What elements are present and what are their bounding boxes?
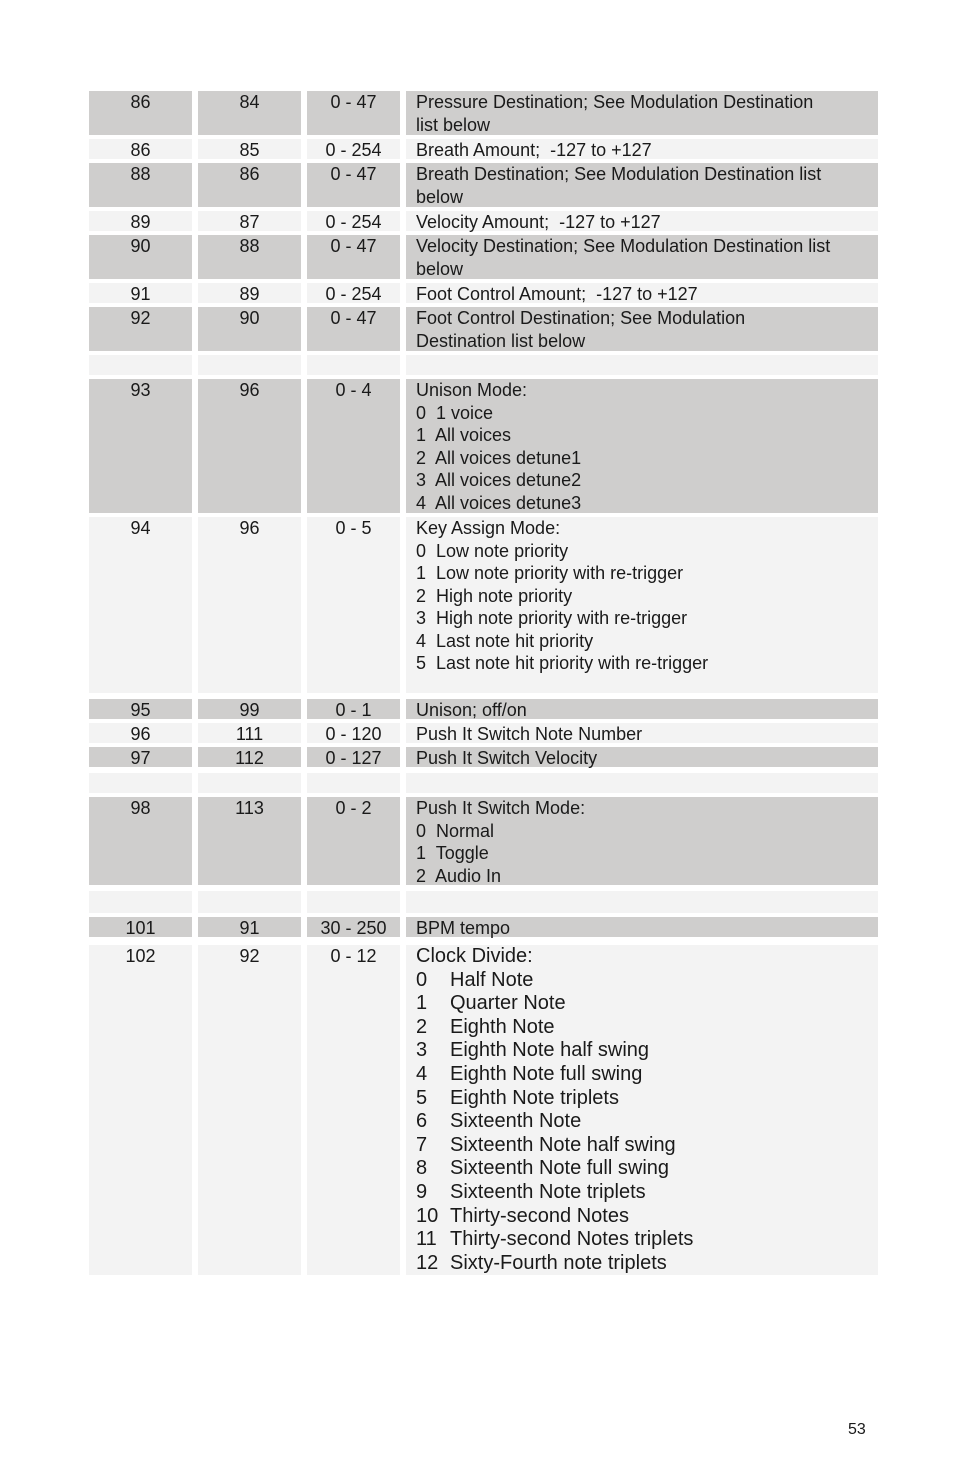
description-line: 0 Low note priority [416,540,569,561]
cc-cell: 92 [198,945,301,1275]
table-row [89,91,878,135]
nrpn-cell: 95 [89,699,192,719]
range-cell: 0 - 5 [307,517,400,693]
range-cell [307,355,400,375]
option-number: 0 [416,968,428,991]
cc-cell: 84 [198,91,301,135]
description-line: below [416,186,464,207]
description-line: 5 Last note hit priority with re-trigger [416,653,709,673]
description-line: Breath Amount; -127 to +127 [416,140,652,160]
description-cell [406,891,878,913]
description-cell [406,723,878,743]
option-number: 8 [416,1157,428,1180]
cc-cell [198,891,301,913]
nrpn-cell: 101 [89,917,192,937]
clock-option [416,969,878,993]
description-line: Push It Switch Velocity [416,748,598,768]
description-line: 3 High note priority with re-trigger [416,608,688,628]
cc-cell: 111 [198,723,301,743]
description-line: Velocity Amount; -127 to +127 [416,212,661,232]
table-row [89,747,878,767]
nrpn-cell: 88 [89,163,192,207]
nrpn-cell: 86 [89,139,192,159]
description-line: 1 Low note priority with re-trigger [416,563,684,583]
option-label: Eighth Note full swing [450,1062,643,1085]
description-cell [406,307,878,351]
nrpn-cell: 94 [89,517,192,693]
range-cell: 0 - 47 [307,307,400,351]
table-row [89,163,878,207]
cc-cell [198,773,301,793]
clock-option [416,1205,878,1229]
table-row [89,379,878,513]
range-cell: 0 - 254 [307,283,400,303]
description-line: 1 Toggle [416,843,489,863]
description-cell [406,283,878,303]
range-cell [307,773,400,793]
range-cell: 0 - 127 [307,747,400,767]
clock-option [416,1110,878,1134]
clock-option [416,1087,878,1111]
range-cell [307,891,400,913]
option-label: Sixteenth Note triplets [450,1180,646,1203]
description-line: 0 Normal [416,820,495,841]
description-line: 3 All voices detune2 [416,470,582,490]
clock-option [416,1063,878,1087]
description-line: Key Assign Mode: [416,518,561,538]
nrpn-cell: 96 [89,723,192,743]
description-line: 1 All voices [416,425,512,445]
clock-option [416,1228,878,1252]
option-label: Sixteenth Note full swing [450,1157,670,1180]
table-row [89,797,878,885]
clock-option [416,1039,878,1063]
cc-cell: 99 [198,699,301,719]
table-row [89,699,878,719]
description-cell [406,163,878,207]
range-cell: 0 - 254 [307,139,400,159]
clock-divide-row [89,945,878,1275]
table-row [89,773,878,793]
cc-cell: 85 [198,139,301,159]
nrpn-cell: 97 [89,747,192,767]
option-label: Sixty-Fourth note triplets [450,1251,667,1274]
option-label: Thirty-second Notes [450,1204,629,1227]
option-number: 9 [416,1180,428,1203]
page-number: 53 [848,1421,866,1438]
clock-option [416,1252,878,1276]
cc-cell: 112 [198,747,301,767]
cc-cell: 96 [198,517,301,693]
cc-cell: 89 [198,283,301,303]
option-label: Eighth Note [450,1015,555,1038]
description-cell [406,139,878,159]
description-line: Unison Mode: [416,380,528,400]
range-cell: 0 - 254 [307,211,400,231]
description-cell [406,355,878,375]
range-cell: 0 - 47 [307,163,400,207]
description-line: Destination list below [416,330,586,351]
nrpn-cell: 98 [89,797,192,885]
nrpn-cell: 91 [89,283,192,303]
clock-option [416,1157,878,1181]
cc-cell: 90 [198,307,301,351]
clock-option [416,1016,878,1040]
table-row [89,211,878,231]
table-row [89,891,878,913]
range-cell: 0 - 120 [307,723,400,743]
nrpn-cell [89,355,192,375]
description-line: list below [416,114,491,135]
description-line: 4 Last note hit priority [416,630,594,651]
option-number: 10 [416,1204,439,1227]
table-row [89,139,878,159]
description-cell [406,235,878,279]
nrpn-cell: 92 [89,307,192,351]
description-line: Pressure Destination; See Modulation Destination [416,92,814,112]
range-cell: 0 - 2 [307,797,400,885]
range-cell: 30 - 250 [307,917,400,937]
description-cell [406,917,878,937]
option-number: 5 [416,1086,428,1109]
nrpn-cell [89,891,192,913]
cc-cell: 88 [198,235,301,279]
description-cell [406,379,878,513]
clock-option [416,992,878,1016]
description-line: Push It Switch Note Number [416,724,643,744]
description-line: Foot Control Destination; See Modulation [416,308,746,328]
description-cell [406,945,878,1275]
range-cell: 0 - 47 [307,91,400,135]
description-cell [406,797,878,885]
description-line: Push It Switch Mode: [416,798,586,818]
table-row [89,517,878,693]
nrpn-cell: 93 [89,379,192,513]
nrpn-cell [89,773,192,793]
description-cell [406,517,878,693]
range-cell: 0 - 12 [307,945,400,1275]
range-cell: 0 - 47 [307,235,400,279]
nrpn-cell: 90 [89,235,192,279]
clock-option [416,1134,878,1158]
table-row [89,917,878,937]
option-number: 1 [416,992,428,1015]
description-line: Unison; off/on [416,700,527,720]
option-number: 12 [416,1251,439,1274]
nrpn-cell: 102 [89,945,192,1275]
option-number: 3 [416,1039,428,1062]
range-cell: 0 - 1 [307,699,400,719]
description-line: 4 All voices detune3 [416,492,582,513]
clock-option [416,1181,878,1205]
description-cell [406,773,878,793]
parameter-table [89,91,878,1275]
table-row [89,235,878,279]
description-cell [406,699,878,719]
option-number: 7 [416,1133,428,1156]
option-label: Sixteenth Note half swing [450,1133,676,1156]
cc-cell: 96 [198,379,301,513]
description-line: 2 High note priority [416,585,573,606]
description-line: Breath Destination; See Modulation Destination list [416,164,822,184]
table-row [89,307,878,351]
option-label: Quarter Note [450,992,566,1015]
option-number: 4 [416,1062,428,1085]
option-label: Half Note [450,968,534,991]
option-number: 2 [416,1015,428,1038]
cc-cell: 91 [198,917,301,937]
description-cell [406,91,878,135]
description-line: 0 1 voice [416,402,494,423]
table-row [89,283,878,303]
description-line: Foot Control Amount; -127 to +127 [416,284,698,304]
table-row [89,723,878,743]
description-cell [406,211,878,231]
description-line: 2 Audio In [416,865,502,886]
cc-cell [198,355,301,375]
clock-divide-title: Clock Divide: [416,945,533,967]
option-label: Sixteenth Note [450,1110,582,1133]
nrpn-cell: 86 [89,91,192,135]
range-cell: 0 - 4 [307,379,400,513]
cc-cell: 113 [198,797,301,885]
cc-cell: 86 [198,163,301,207]
nrpn-cell: 89 [89,211,192,231]
option-number: 11 [416,1228,437,1251]
description-line: below [416,258,464,279]
option-label: Eighth Note half swing [450,1039,650,1062]
table-row [89,355,878,375]
cc-cell: 87 [198,211,301,231]
description-line: 2 All voices detune1 [416,447,582,468]
description-line: BPM tempo [416,918,511,938]
option-label: Eighth Note triplets [450,1086,619,1109]
option-number: 6 [416,1110,428,1133]
description-line: Velocity Destination; See Modulation Destination list [416,236,831,256]
option-label: Thirty-second Notes triplets [450,1228,694,1251]
description-cell [406,747,878,767]
